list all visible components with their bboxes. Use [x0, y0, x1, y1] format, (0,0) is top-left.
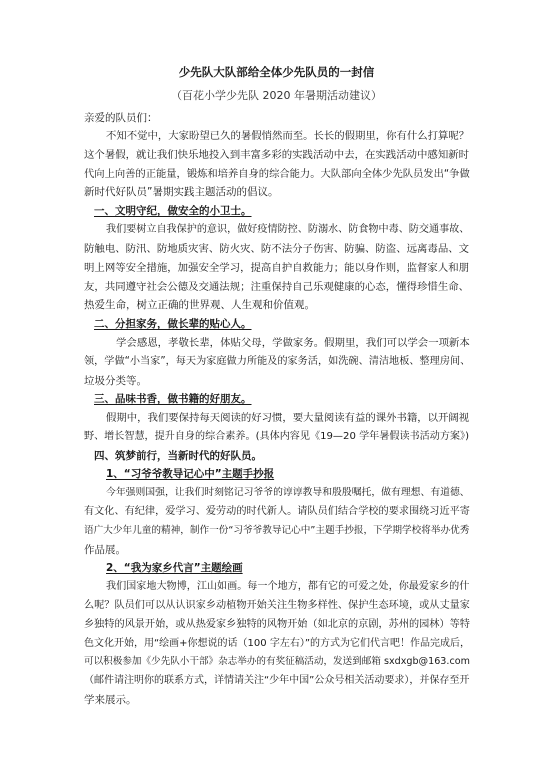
intro-line: 这个暑假，就让我们快乐地投入到丰富多彩的实践活动中去，在实践活动中感知新时: [84, 149, 470, 161]
subsection-2-line: 色文化开始，用“绘画+你想说的话（100 字左右）”的方式为它们代言吧！作品完成后，: [84, 638, 471, 649]
subsection-1-line: 语广大少年儿童的精神，制作一份“习爷爷教导记心中”主题手抄报，下学期学校将举办优秀: [84, 525, 470, 536]
subsection-2-line: （邮件请注明你的联系方式，详情请关注“少年中国”公众号相关活动要求），并保存至开: [84, 675, 470, 686]
greeting: 亲爱的队员们：: [84, 112, 158, 124]
section-3-line: 野、增长智慧，提升自身的综合素养。(具体内容见《19—20 学年暑假读书活动方案》): [84, 431, 470, 442]
section-heading-3: 三、品味书香，做书籍的好朋友。: [94, 393, 252, 405]
subsection-1-line: 作品展。: [84, 544, 126, 556]
section-heading-1: 一、文明守纪，做安全的小卫士。: [94, 205, 252, 217]
section-3-line: 假期中，我们要保持每天阅读的好习惯，要大量阅读有益的课外书籍，以开阔视: [106, 412, 470, 424]
subsection-2-line: 乡独特的风景开始，或从热爱家乡独特的风物开始（如北京的京剧，苏州的园林）等特: [84, 619, 470, 630]
letter-title: 少先队大队部给全体少先队员的一封信: [178, 65, 375, 79]
subsection-2-line: 可以积极参加《少先队小干部》杂志举办的有奖征稿活动，发送到邮箱 sxdxgb@163.com: [84, 656, 470, 667]
section-2-line: 学会感恩，孝敬长辈，体贴父母，学做家务。假期里，我们可以学会一项新本: [116, 337, 470, 349]
section-2-line: 垃圾分类等。: [84, 375, 147, 387]
intro-line: 新时代好队员”暑期实践主题活动的倡议。: [84, 186, 279, 198]
section-2-line: 领，学做“小当家”，每天为家庭做力所能及的家务活，如洗碗、清洁地板、整理房间、: [84, 356, 471, 367]
section-heading-4: 四、筑梦前行，当新时代的好队员。: [94, 450, 262, 462]
subsection-1-line: 有文化、有纪律，爱学习、爱劳动的时代新人。请队员们结合学校的要求围绕习近平寄: [84, 506, 470, 517]
section-1-line: 友，共同遵守社会公德及交通法规；注重保持自己乐观健康的心态，懂得珍惜生命、: [84, 281, 470, 293]
subsection-1-line: 今年强则国强，让我们时刻铭记习爷爷的谆谆教导和殷殷嘱托，做有理想、有道德、: [106, 487, 470, 498]
subsection-2-line: 我们国家地大物博，江山如画。每一个地方，都有它的可爱之处，你最爱家乡的什: [106, 581, 470, 592]
section-1-line: 防触电、防汛、防地质灾害、防火灾、防不法分子伤害、防骗、防盗、远离毒品、文: [84, 243, 470, 255]
section-1-line: 明上网等安全措施，加强安全学习，提高自护自救能力；能以身作则，监督家人和朋: [84, 262, 470, 274]
letter-subtitle: （百花小学少先队 2020 年暑期活动建议）: [171, 89, 382, 102]
subsection-heading-1: 1、“习爷爷教导记心中”主题手抄报: [106, 468, 275, 480]
section-heading-2: 二、分担家务，做长辈的贴心人。: [94, 318, 252, 330]
section-1-line: 我们要树立自我保护的意识，做好疫情防控、防溺水、防食物中毒、防交通事故、: [106, 224, 470, 235]
subsection-2-line: 学来展示。: [84, 694, 137, 706]
section-1-line: 热爱生命，树立正确的世界观、人生观和价值观。: [84, 299, 315, 311]
intro-line: 代向上向善的正能量，锻炼和培养自身的综合能力。大队部向全体少先队员发出“争做: [84, 168, 470, 180]
subsection-2-line: 么呢？队员们可以从认识家乡动植物开始关注生物多样性、保护生态环境，或从丈量家: [84, 600, 470, 611]
subsection-heading-2: 2、“我为家乡代言”主题绘画: [106, 562, 243, 574]
intro-line: 不知不觉中，大家盼望已久的暑假悄然而至。长长的假期里，你有什么打算呢？: [106, 130, 470, 142]
